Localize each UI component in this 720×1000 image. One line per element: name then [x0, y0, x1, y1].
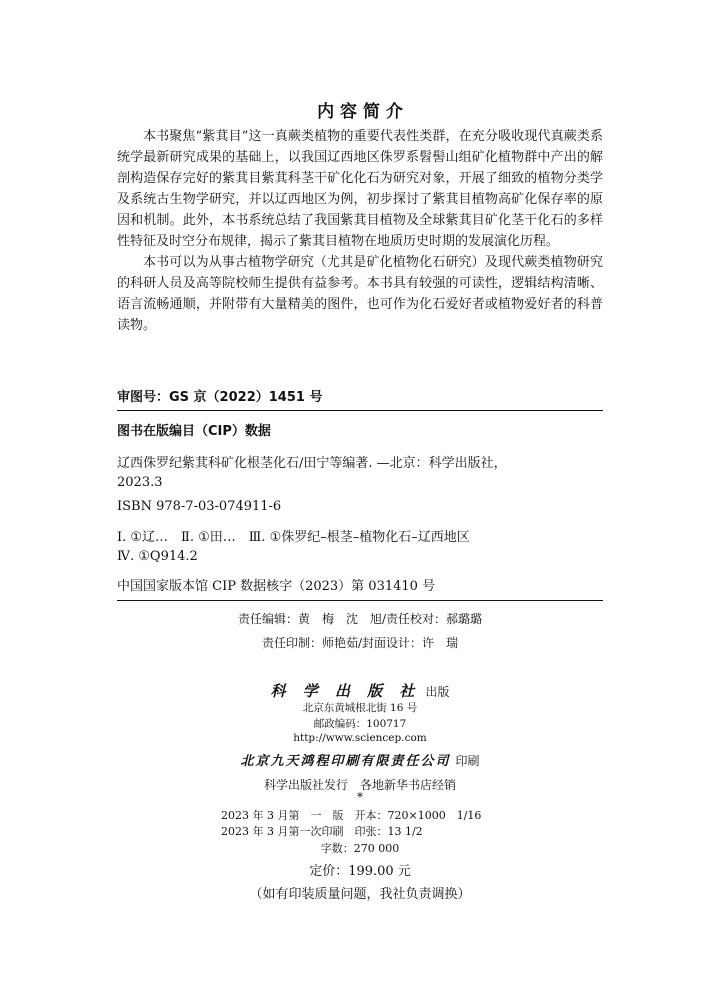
publisher-name: 科 学 出 版 社 [270, 682, 421, 700]
printer-name: 北京九天鸿程印刷有限责任公司 [240, 754, 451, 769]
divider [117, 600, 603, 601]
edition-line: 2023 年 3 月第 一 版 开本：720×1000 1/16 [221, 809, 482, 822]
print-design-credits: 责任印制：师艳茹/封面设计：许 瑞 [261, 636, 459, 650]
map-approval-number: 审图号：GS 京（2022）1451 号 [117, 390, 323, 405]
quality-notice: （如有印装质量问题，我社负责调换） [249, 887, 471, 902]
book-introduction [117, 126, 603, 336]
cip-heading: 图书在版编目（CIP）数据 [117, 424, 271, 439]
intro-paragraph: 本书聚焦“紫萁目”这一真蕨类植物的重要代表性类群，在充分吸收现代真蕨类系统学最新研究成果的基础上，以我国辽西地区侏罗系髫髻山组矿化植物群中产出的解剖构造保存完好的紫萁目紫萁科茎干矿化化石为研究对象，开展了细致的植物分类学及系统古生物学研究，并以辽西地区为例，初步探讨了紫萁目植物高矿化保存率的原因和机制。此外，本书系统总结了我国紫萁目植物及全球紫萁目矿化茎干化石的多样性特征及时空分布规律，揭示了紫萁目植物在地质历史时期的发展演化历程。 [117, 129, 603, 249]
intro-paragraph: 本书可以为从事古植物学研究（尤其是矿化植物化石研究）及现代蕨类植物研究的科研人员及高等院校师生提供有益参考。本书具有较强的可读性，逻辑结构清晰、语言流畅通顺，并附带有大量精美的图件，也可作为化石爱好者或植物爱好者的科普读物。 [117, 255, 603, 333]
editor-credits: 责任编辑：黄 梅 沈 旭/责任校对：郝璐璐 [237, 612, 483, 626]
cip-entry-line: 辽西侏罗纪紫萁科矿化根茎化石/田宁等编著. —北京：科学出版社， [117, 456, 507, 471]
publisher-line [0, 680, 720, 701]
distribution-line: 科学出版社发行 各地新华书店经销 [263, 778, 456, 792]
cip-entry-line: 2023.3 [117, 475, 163, 490]
cip-number: 中国国家版本馆 CIP 数据核字（2023）第 031410 号 [117, 579, 436, 594]
word-count: 字数：270 000 [320, 842, 400, 855]
publisher-address: 北京东黄城根北街 16 号 [302, 702, 418, 714]
printing-line: 2023 年 3 月第一次印刷 印张：13 1/2 [221, 825, 423, 838]
publisher-url: http://www.sciencep.com [293, 732, 427, 744]
divider [117, 410, 603, 411]
cip-subject-line: Ⅳ. ①Q914.2 [117, 549, 198, 564]
publisher-postcode: 邮政编码：100717 [313, 718, 407, 730]
price: 定价：199.00 元 [309, 864, 411, 879]
publisher-suffix: 出版 [425, 685, 450, 699]
printer-line [0, 750, 720, 769]
isbn: ISBN 978-7-03-074911-6 [117, 499, 282, 514]
separator-asterisk: * [357, 790, 363, 804]
printer-suffix: 印刷 [455, 754, 480, 768]
cip-subject-line: Ⅰ. ①辽… Ⅱ. ①田… Ⅲ. ①侏罗纪–根茎–植物化石–辽西地区 [117, 530, 470, 545]
page-title: 内 容 简 介 [317, 102, 403, 122]
